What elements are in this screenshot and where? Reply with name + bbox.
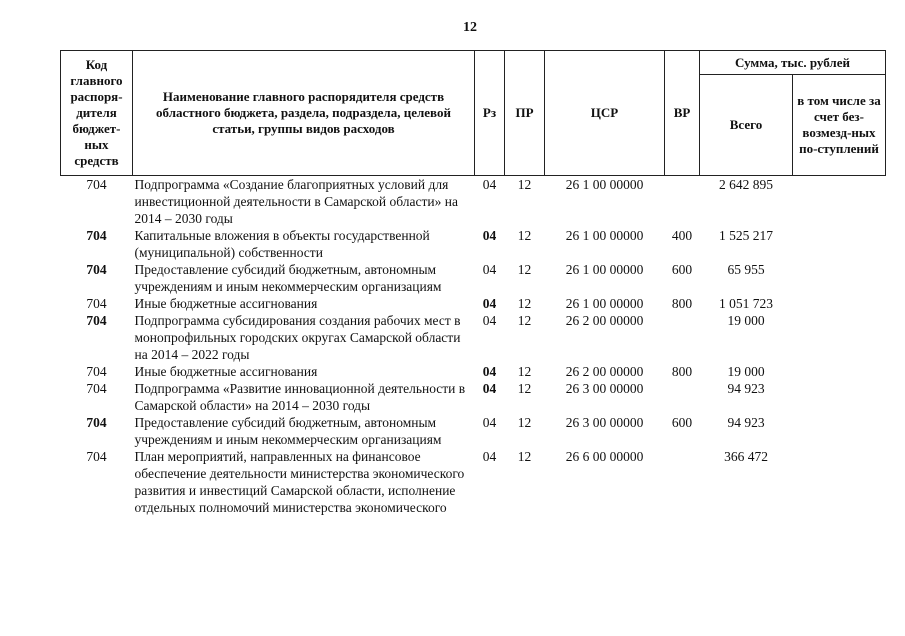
row-rz: 04 — [482, 177, 497, 192]
row-total: 94 923 — [727, 381, 765, 396]
row-code: 704 — [86, 415, 107, 430]
row-name: Подпрограмма субсидирования создания рабочих мест в монопрофильных городских округах Самарской области на 2014 – 2022 годы — [134, 313, 461, 362]
row-csr: 26 2 00 00000 — [565, 364, 644, 379]
table-row — [61, 448, 886, 516]
row-total: 94 923 — [727, 415, 765, 430]
row-incl — [793, 380, 886, 414]
row-code: 704 — [86, 262, 107, 277]
row-code: 704 — [86, 228, 107, 243]
row-pr: 12 — [517, 262, 532, 277]
row-name: Иные бюджетные ассигнования — [134, 296, 318, 311]
table-row — [61, 312, 886, 363]
row-pr: 12 — [517, 228, 532, 243]
row-incl — [793, 312, 886, 363]
table-row — [61, 295, 886, 312]
row-incl — [793, 448, 886, 516]
page-number: 12 — [463, 20, 477, 35]
row-vr — [665, 448, 700, 516]
row-total: 65 955 — [727, 262, 765, 277]
row-code: 704 — [86, 313, 107, 328]
table-row — [61, 363, 886, 380]
row-vr: 800 — [671, 296, 693, 311]
row-rz: 04 — [482, 364, 497, 379]
row-incl — [793, 176, 886, 228]
row-csr: 26 2 00 00000 — [565, 313, 644, 328]
row-vr: 800 — [671, 364, 693, 379]
row-name: План мероприятий, направленных на финансовое обеспечение деятельности министерства экономического развития и инвестиций Самарской области, исполнение отдельных полномочий министерства экономического — [134, 449, 465, 515]
row-total: 1 525 217 — [719, 228, 773, 243]
row-total: 2 642 895 — [719, 177, 773, 192]
row-incl — [793, 414, 886, 448]
table-header — [61, 51, 886, 176]
row-vr — [665, 380, 700, 414]
row-incl — [793, 261, 886, 295]
table-row — [61, 380, 886, 414]
row-name: Капитальные вложения в объекты государственной (муниципальной) собственности — [134, 228, 430, 260]
row-rz: 04 — [482, 449, 497, 464]
row-total: 19 000 — [727, 313, 765, 328]
row-rz: 04 — [482, 262, 497, 277]
table-row — [61, 227, 886, 261]
row-rz: 04 — [482, 381, 497, 396]
row-code: 704 — [86, 449, 107, 464]
header-rz: Рз — [475, 51, 505, 176]
row-rz: 04 — [482, 296, 497, 311]
row-name: Предоставление субсидий бюджетным, автономным учреждениям и иным некоммерческим организациям — [134, 262, 442, 294]
row-pr: 12 — [517, 177, 532, 192]
table-row — [61, 414, 886, 448]
row-code: 704 — [86, 177, 107, 192]
header-code: Код главного распоря-дителя бюджет-ных средств — [61, 51, 133, 176]
header-name: Наименование главного распорядителя средств областного бюджета, раздела, подраздела, целевой статьи, группы видов расходов — [133, 51, 475, 176]
row-csr: 26 3 00 00000 — [565, 415, 644, 430]
budget-table — [60, 50, 886, 516]
row-incl — [793, 227, 886, 261]
row-vr: 400 — [671, 228, 693, 243]
header-pr: ПР — [505, 51, 545, 176]
row-total: 366 472 — [724, 449, 768, 464]
row-csr: 26 1 00 00000 — [565, 177, 644, 192]
row-csr: 26 6 00 00000 — [565, 449, 644, 464]
row-pr: 12 — [517, 415, 532, 430]
row-vr — [665, 176, 700, 228]
row-name: Подпрограмма «Создание благоприятных условий для инвестиционной деятельности в Самарской области» на 2014 – 2030 годы — [134, 177, 458, 226]
row-pr: 12 — [517, 296, 532, 311]
row-name: Подпрограмма «Развитие инновационной деятельности в Самарской области» на 2014 – 2030 годы — [134, 381, 466, 413]
header-incl: в том числе за счет без-возмезд-ных по-ступлений — [793, 75, 886, 176]
row-name: Предоставление субсидий бюджетным, автономным учреждениям и иным некоммерческим организациям — [134, 415, 442, 447]
row-vr: 600 — [671, 262, 693, 277]
row-rz: 04 — [482, 313, 497, 328]
row-code: 704 — [86, 364, 107, 379]
header-vr: ВР — [665, 51, 700, 176]
header-total: Всего — [700, 75, 793, 176]
row-total: 19 000 — [727, 364, 765, 379]
row-pr: 12 — [517, 313, 532, 328]
row-name: Иные бюджетные ассигнования — [134, 364, 318, 379]
row-vr: 600 — [671, 415, 693, 430]
row-total: 1 051 723 — [719, 296, 773, 311]
row-incl — [793, 363, 886, 380]
row-csr: 26 3 00 00000 — [565, 381, 644, 396]
row-incl — [793, 295, 886, 312]
row-pr: 12 — [517, 364, 532, 379]
row-csr: 26 1 00 00000 — [565, 296, 644, 311]
row-csr: 26 1 00 00000 — [565, 262, 644, 277]
row-rz: 04 — [482, 415, 497, 430]
row-code: 704 — [86, 296, 107, 311]
table-body — [61, 176, 886, 517]
header-csr: ЦСР — [545, 51, 665, 176]
table-row — [61, 176, 886, 228]
table-row — [61, 261, 886, 295]
row-vr — [665, 312, 700, 363]
row-code: 704 — [86, 381, 107, 396]
row-pr: 12 — [517, 381, 532, 396]
row-pr: 12 — [517, 449, 532, 464]
row-rz: 04 — [482, 228, 497, 243]
row-csr: 26 1 00 00000 — [565, 228, 644, 243]
header-sum: Сумма, тыс. рублей — [700, 51, 886, 75]
